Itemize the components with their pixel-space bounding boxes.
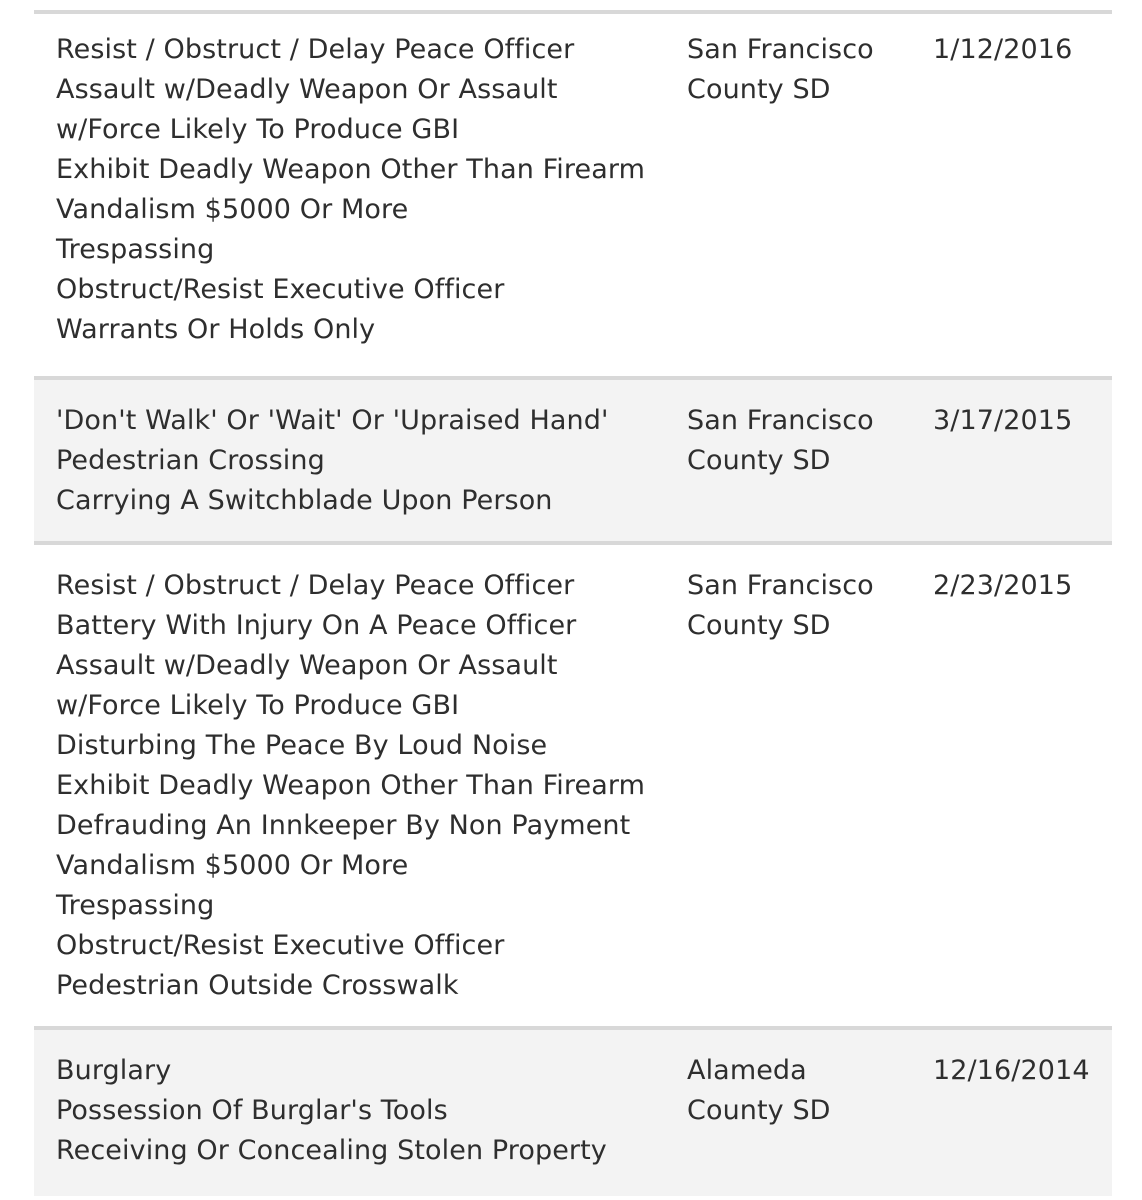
charge-line: Disturbing The Peace By Loud Noise	[56, 730, 548, 761]
table-row	[34, 10, 1112, 376]
charge-line: Resist / Obstruct / Delay Peace Officer	[56, 570, 575, 601]
table-row	[34, 541, 1112, 1026]
charges-cell	[34, 1051, 687, 1196]
charge-line: Vandalism $5000 Or More	[56, 850, 409, 881]
charges-cell	[34, 30, 687, 376]
agency-cell	[687, 30, 933, 376]
agency-line: Alameda	[687, 1055, 807, 1086]
charge-line: Possession Of Burglar's Tools	[56, 1095, 448, 1126]
records-table	[34, 0, 1112, 1196]
agency-line: County SD	[687, 445, 831, 476]
charge-line: Defrauding An Innkeeper By Non Payment	[56, 810, 631, 841]
charge-line: Pedestrian Outside Crosswalk	[56, 970, 459, 1001]
agency-cell	[687, 1051, 933, 1196]
charge-line: Carrying A Switchblade Upon Person	[56, 485, 553, 516]
agency-line: County SD	[687, 610, 831, 641]
agency-cell	[687, 566, 933, 1026]
charge-line: Pedestrian Crossing	[56, 445, 325, 476]
charge-line: Trespassing	[56, 234, 215, 265]
charges-cell	[34, 401, 687, 541]
agency-line: San Francisco	[687, 405, 874, 436]
charges-cell	[34, 566, 687, 1026]
charge-line: Obstruct/Resist Executive Officer	[56, 930, 505, 961]
charge-line: Exhibit Deadly Weapon Other Than Firearm	[56, 770, 645, 801]
charge-line: w/Force Likely To Produce GBI	[56, 690, 460, 721]
table-row	[34, 1026, 1112, 1196]
agency-line: San Francisco	[687, 570, 874, 601]
charge-line: Vandalism $5000 Or More	[56, 194, 409, 225]
charge-line: Exhibit Deadly Weapon Other Than Firearm	[56, 154, 645, 185]
charge-line: w/Force Likely To Produce GBI	[56, 114, 460, 145]
table-row	[34, 376, 1112, 541]
agency-cell	[687, 401, 933, 541]
charge-line: 'Don't Walk' Or 'Wait' Or 'Upraised Hand'	[56, 405, 609, 436]
charge-line: Receiving Or Concealing Stolen Property	[56, 1135, 607, 1166]
charge-line: Trespassing	[56, 890, 215, 921]
date-cell: 3/17/2015	[933, 405, 1073, 436]
date-cell: 1/12/2016	[933, 34, 1073, 65]
date-cell: 2/23/2015	[933, 570, 1073, 601]
agency-line: San Francisco	[687, 34, 874, 65]
charge-line: Obstruct/Resist Executive Officer	[56, 274, 505, 305]
charge-line: Assault w/Deadly Weapon Or Assault	[56, 650, 558, 681]
agency-line: County SD	[687, 74, 831, 105]
charge-line: Resist / Obstruct / Delay Peace Officer	[56, 34, 575, 65]
agency-line: County SD	[687, 1095, 831, 1126]
charge-line: Burglary	[56, 1055, 172, 1086]
charge-line: Warrants Or Holds Only	[56, 314, 376, 345]
charge-line: Assault w/Deadly Weapon Or Assault	[56, 74, 558, 105]
charge-line: Battery With Injury On A Peace Officer	[56, 610, 577, 641]
date-cell: 12/16/2014	[933, 1055, 1090, 1086]
